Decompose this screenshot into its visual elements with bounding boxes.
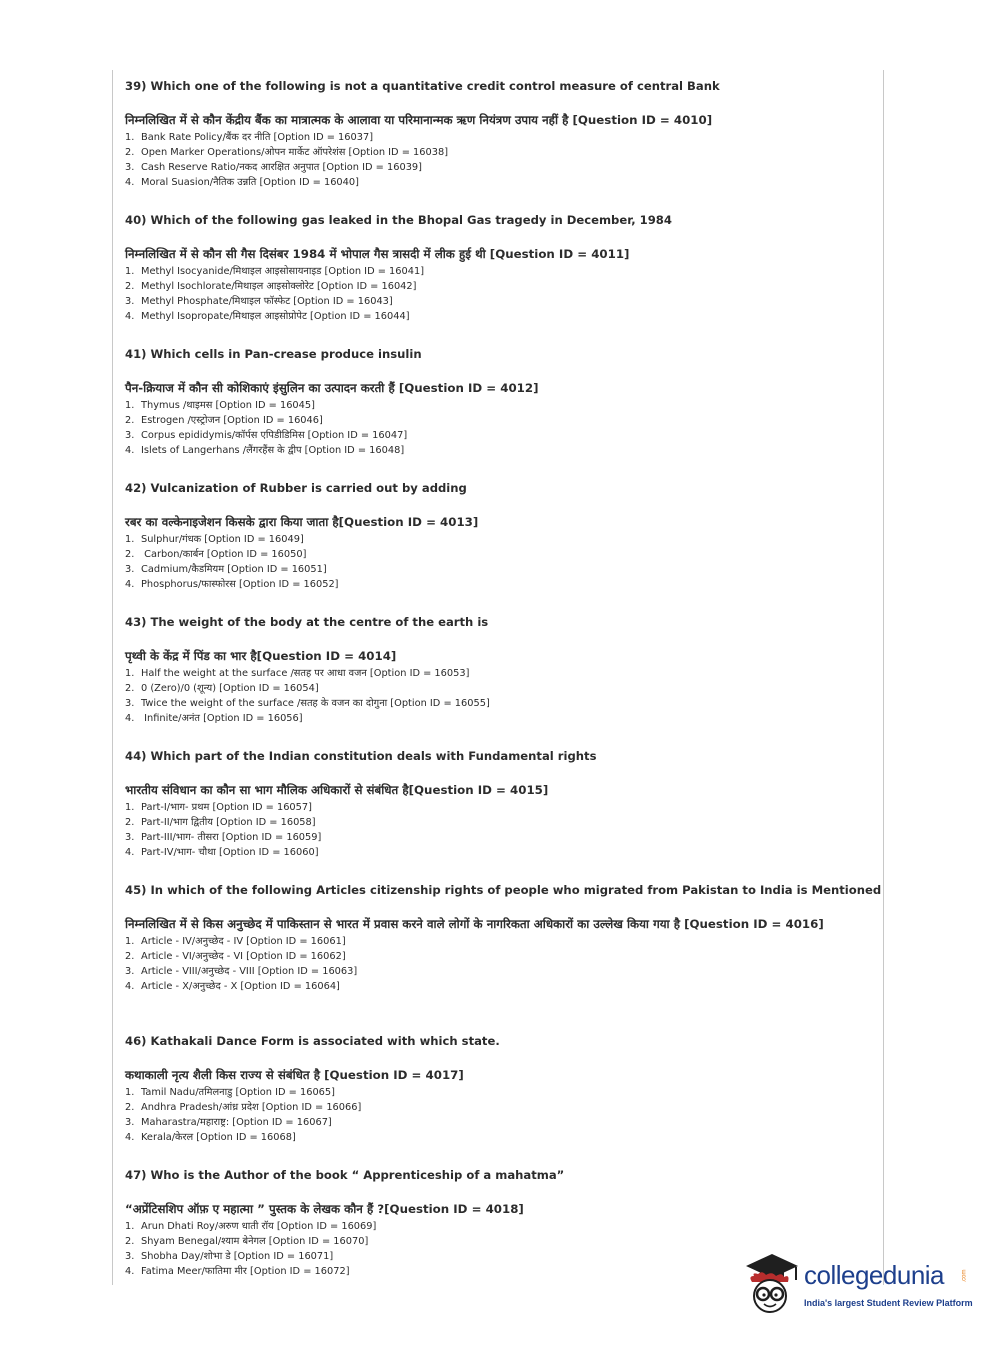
option-item: 2. Shyam Benegal/श्याम बेनेगल [Option ID = 16070] (125, 1236, 369, 1247)
option-item: 3. Corpus epididymis/कॉर्पस एपिडीडिमिस [Option ID = 16047] (125, 430, 408, 441)
question-hindi: भारतीय संविधान का कौन सा भाग मौलिक अधिकारों से संबंधित है[Question ID = 4015] (125, 783, 549, 797)
logo-com-text: .com (961, 1269, 968, 1283)
option-item: 1. Methyl Isocyanide/मिथाइल आइसोसायनाइड [Option ID = 16041] (125, 266, 425, 277)
option-item: 4. Kerala/केरल [Option ID = 16068] (125, 1132, 296, 1143)
options-list (125, 532, 870, 592)
question-english: 40) Which of the following gas leaked in the Bhopal Gas tragedy in December, 1984 (125, 213, 672, 227)
question-39 (125, 77, 870, 211)
question-hindi: निम्नलिखित में से कौन केंद्रीय बैंक का मात्रात्मक के आलावा या परिमानान्मक ऋण नियंत्रण उपाय नहीं है [Question ID = 4010] (125, 113, 713, 127)
option-item: 2. 0 (Zero)/0 (शून्य) [Option ID = 16054] (125, 683, 319, 694)
question-43 (125, 613, 870, 747)
option-item: 3. Cadmium/कैडमियम [Option ID = 16051] (125, 564, 327, 575)
option-item: 4. Article - X/अनुच्छेद - X [Option ID = 16064] (125, 981, 340, 992)
question-english: 45) In which of the following Articles citizenship rights of people who migrated from Pakistan to India is Mentioned (125, 883, 882, 897)
options-list (125, 666, 870, 726)
options-list (125, 800, 870, 860)
option-item: 2. Article - VI/अनुच्छेद - VI [Option ID = 16062] (125, 951, 346, 962)
option-item: 1. Tamil Nadu/तमिलनाडु [Option ID = 16065] (125, 1087, 335, 1098)
option-item: 4. Infinite/अनंत [Option ID = 16056] (125, 713, 303, 724)
question-english: 39) Which one of the following is not a quantitative credit control measure of central Bank (125, 79, 720, 93)
option-item: 2. Estrogen /एस्ट्रोजन [Option ID = 16046] (125, 415, 323, 426)
option-item: 1. Arun Dhati Roy/अरुण धाती रॉय [Option ID = 16069] (125, 1221, 377, 1232)
question-english: 41) Which cells in Pan-crease produce insulin (125, 347, 422, 361)
option-item: 4. Moral Suasion/नैतिक उन्नति [Option ID = 16040] (125, 177, 359, 188)
option-item: 2. Part-II/भाग द्वितीय [Option ID = 16058] (125, 817, 316, 828)
option-item: 1. Part-I/भाग- प्रथम [Option ID = 16057] (125, 802, 312, 813)
option-item: 1. Half the weight at the surface /सतह पर आधा वजन [Option ID = 16053] (125, 668, 470, 679)
option-item: 4. Islets of Langerhans /लैंगरहैंस के द्वीप [Option ID = 16048] (125, 445, 405, 456)
question-hindi: कथाकाली नृत्य शैली किस राज्य से संबंधित है [Question ID = 4017] (125, 1068, 464, 1082)
option-item: 4. Fatima Meer/फातिमा मीर [Option ID = 16072] (125, 1266, 350, 1277)
options-list (125, 264, 870, 324)
option-item: 3. Article - VIII/अनुच्छेद - VIII [Option ID = 16063] (125, 966, 358, 977)
option-item: 2. Methyl Isochlorate/मिथाइल आइसोक्लोरेट [Option ID = 16042] (125, 281, 417, 292)
options-list (125, 1085, 870, 1145)
option-item: 1. Bank Rate Policy/बैंक दर नीति [Option ID = 16037] (125, 132, 374, 143)
option-item: 4. Part-IV/भाग- चौथा [Option ID = 16060] (125, 847, 319, 858)
question-44 (125, 747, 870, 881)
option-item: 1. Article - IV/अनुच्छेद - IV [Option ID = 16061] (125, 936, 346, 947)
question-41 (125, 345, 870, 479)
option-item: 3. Cash Reserve Ratio/नकद आरक्षित अनुपात [Option ID = 16039] (125, 162, 422, 173)
option-item: 2. Andhra Pradesh/आंध्र प्रदेश [Option ID = 16066] (125, 1102, 362, 1113)
option-item: 2. Open Marker Operations/ओपन मार्केट ऑपरेशंस [Option ID = 16038] (125, 147, 449, 158)
question-english: 47) Who is the Author of the book “ Apprenticeship of a mahatma” (125, 1168, 565, 1182)
right-margin-rule (883, 70, 884, 1285)
options-list (125, 398, 870, 458)
option-item: 3. Shobha Day/शोभा डे [Option ID = 16071] (125, 1251, 334, 1262)
question-hindi: निम्नलिखित में से किस अनुच्छेद में पाकिस्तान से भारत में प्रवास करने वाले लोगों के नागरिकता अधिकारों का उल्लेख किया गया है [Question ID = 4016] (125, 917, 824, 931)
option-item: 3. Part-III/भाग- तीसरा [Option ID = 16059] (125, 832, 322, 843)
collegedunia-logo[interactable] (742, 1246, 972, 1326)
option-item: 4. Methyl Isopropate/मिथाइल आइसोप्रोपेट [Option ID = 16044] (125, 311, 410, 322)
question-45 (125, 881, 882, 1032)
left-margin-rule (112, 70, 113, 1285)
question-hindi: निम्नलिखित में से कौन सी गैस दिसंबर 1984 में भोपाल गैस त्रासदी में लीक हुई थी [Question ID = 4011] (125, 247, 630, 261)
options-list (125, 130, 870, 190)
option-item: 3. Methyl Phosphate/मिथाइल फॉस्फेट [Option ID = 16043] (125, 296, 393, 307)
question-english: 44) Which part of the Indian constitution deals with Fundamental rights (125, 749, 597, 763)
question-42 (125, 479, 870, 613)
question-hindi: पैन-क्रियाज में कौन सी कोशिकाएं इंसुलिन का उत्पादन करती हैं [Question ID = 4012] (125, 381, 539, 395)
question-46 (125, 1032, 870, 1166)
option-item: 2. Carbon/कार्बन [Option ID = 16050] (125, 549, 307, 560)
question-english: 43) The weight of the body at the centre of the earth is (125, 615, 489, 629)
option-item: 3. Maharastra/महाराष्ट्र: [Option ID = 16067] (125, 1117, 332, 1128)
mascot-icon (742, 1246, 804, 1324)
logo-brand-text: collegedunia (804, 1260, 945, 1290)
option-item: 1. Thymus /थाइमस [Option ID = 16045] (125, 400, 315, 411)
question-english: 46) Kathakali Dance Form is associated with which state. (125, 1034, 500, 1048)
question-40 (125, 211, 870, 345)
question-hindi: “अप्रेंटिसशिप ऑफ़ ए महात्मा ” पुस्तक के लेखक कौन हैं ?[Question ID = 4018] (125, 1202, 524, 1216)
option-item: 3. Twice the weight of the surface /सतह के वजन का दोगुना [Option ID = 16055] (125, 698, 490, 709)
logo-tagline: India's largest Student Review Platform (804, 1298, 973, 1308)
question-hindi: पृथ्वी के केंद्र में पिंड का भार है[Question ID = 4014] (125, 649, 397, 663)
options-list (125, 934, 870, 994)
question-english: 42) Vulcanization of Rubber is carried out by adding (125, 481, 467, 495)
option-item: 4. Phosphorus/फास्फोरस [Option ID = 16052] (125, 579, 339, 590)
option-item: 1. Sulphur/गंधक [Option ID = 16049] (125, 534, 304, 545)
question-hindi: रबर का वल्केनाइजेशन किसके द्वारा किया जाता है[Question ID = 4013] (125, 515, 479, 529)
